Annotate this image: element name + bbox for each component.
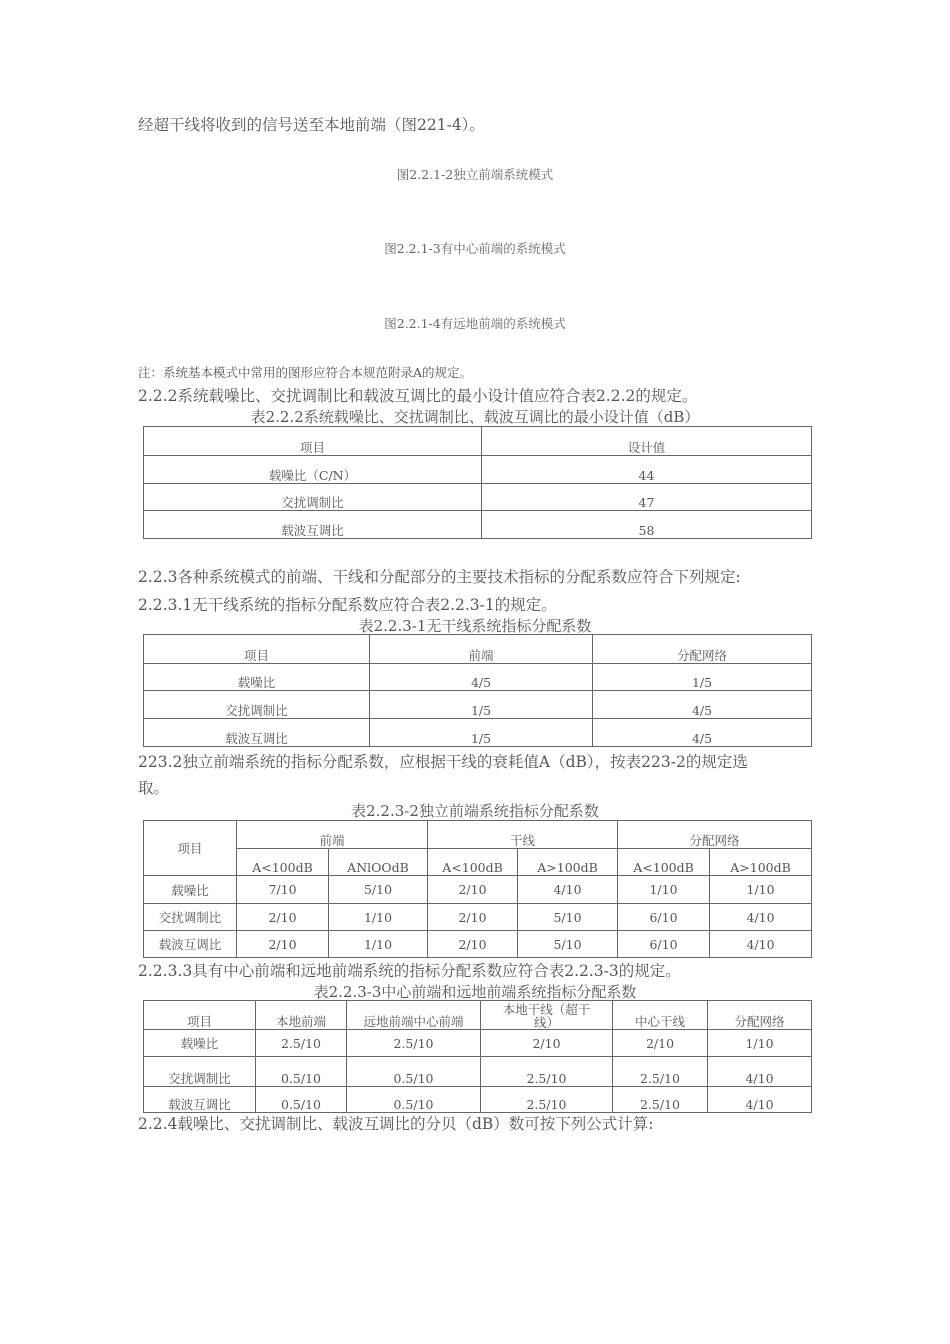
table-header-row — [144, 821, 812, 849]
table-cell: 4/10 — [708, 1087, 812, 1113]
table-cell: 载噪比 — [144, 664, 370, 691]
table-cell: 4/5 — [593, 719, 812, 747]
table-header-cell: 分配网络 — [708, 1001, 812, 1030]
table4 — [143, 1000, 812, 1113]
table-header-cell: 本地干线（超干线） — [481, 1001, 613, 1030]
table3-caption: 表2.2.3-2独立前端系统指标分配系数 — [351, 802, 599, 820]
table4-caption: 表2.2.3-3中心前端和远地前端系统指标分配系数 — [313, 983, 637, 1001]
table-row — [144, 511, 812, 539]
table-subheader-row — [144, 849, 812, 876]
table-cell: 1/5 — [370, 691, 593, 719]
table-cell: 2/10 — [237, 931, 329, 958]
table-cell: 1/10 — [618, 876, 710, 904]
table-group-header: 干线 — [428, 821, 618, 849]
table-cell: 1/5 — [593, 664, 812, 691]
table-cell: 1/5 — [370, 719, 593, 747]
section-2-2-3-2-cont: 取。 — [138, 779, 170, 797]
figure-caption-2: 图2.2.1-3有中心前端的系统模式 — [384, 241, 566, 256]
table-header-cell: 项目 — [144, 821, 237, 876]
table-cell: 2.5/10 — [256, 1030, 347, 1057]
table3 — [143, 820, 812, 958]
table-cell: 载噪比（C/N） — [144, 456, 482, 484]
table-cell: 6/10 — [618, 931, 710, 958]
table-cell: 1/10 — [710, 876, 812, 904]
table-cell: 4/5 — [370, 664, 593, 691]
table-cell: 2.5/10 — [481, 1087, 613, 1113]
section-2-2-4: 2.2.4载噪比、交扰调制比、载波互调比的分贝（dB）数可按下列公式计算: — [138, 1115, 654, 1133]
table-group-header: 分配网络 — [618, 821, 812, 849]
table2 — [143, 634, 812, 747]
table-cell: 载噪比 — [144, 876, 237, 904]
table-cell: 4/5 — [593, 691, 812, 719]
table-cell: 1/10 — [708, 1030, 812, 1057]
table-row — [144, 456, 812, 484]
table-row — [144, 664, 812, 691]
table-cell: 58 — [482, 511, 812, 539]
table-cell: 2/10 — [428, 904, 518, 931]
table-cell: 2.5/10 — [613, 1057, 708, 1087]
table-cell: 0.5/10 — [256, 1057, 347, 1087]
table-row — [144, 1057, 812, 1087]
table-cell: 交扰调制比 — [144, 1057, 256, 1087]
table-cell: 2/10 — [481, 1030, 613, 1057]
table-cell: 4/10 — [518, 876, 618, 904]
table-header-cell: 项目 — [144, 1001, 256, 1030]
table-cell: 交扰调制比 — [144, 904, 237, 931]
table-cell: 2/10 — [428, 876, 518, 904]
table-header-cell: 项目 — [144, 635, 370, 664]
table-header-cell: 项目 — [144, 427, 482, 456]
section-2-2-3: 2.2.3各种系统模式的前端、干线和分配部分的主要技术指标的分配系数应符合下列规定: — [138, 568, 741, 586]
table-cell: 5/10 — [329, 876, 428, 904]
figure-caption-3: 图2.2.1-4有远地前端的系统模式 — [384, 316, 566, 331]
table-row — [144, 931, 812, 958]
table-cell: 2.5/10 — [613, 1087, 708, 1113]
table-subheader-cell: A>100dB — [518, 849, 618, 876]
table-cell: 0.5/10 — [347, 1087, 481, 1113]
table-cell: 2/10 — [613, 1030, 708, 1057]
table-subheader-cell: A<100dB — [618, 849, 710, 876]
table-cell: 载波互调比 — [144, 511, 482, 539]
table1 — [143, 426, 812, 539]
table-header-cell: 远地前端中心前端 — [347, 1001, 481, 1030]
table-cell: 1/10 — [329, 904, 428, 931]
table-cell: 47 — [482, 484, 812, 511]
table-header-cell: 中心干线 — [613, 1001, 708, 1030]
table-header-row — [144, 427, 812, 456]
table-header-row — [144, 635, 812, 664]
table-row — [144, 484, 812, 511]
table-cell: 交扰调制比 — [144, 484, 482, 511]
table-row — [144, 876, 812, 904]
table-cell: 载波互调比 — [144, 719, 370, 747]
table2-caption: 表2.2.3-1无干线系统指标分配系数 — [358, 617, 592, 635]
table-cell: 载波互调比 — [144, 1087, 256, 1113]
table-row — [144, 691, 812, 719]
table-header-cell: 分配网络 — [593, 635, 812, 664]
table-group-header: 前端 — [237, 821, 428, 849]
table-subheader-cell: A>100dB — [710, 849, 812, 876]
table-cell: 4/10 — [710, 931, 812, 958]
table-cell: 载波互调比 — [144, 931, 237, 958]
table-header-cell: 设计值 — [482, 427, 812, 456]
table-header-cell: 本地前端 — [256, 1001, 347, 1030]
table-header-row — [144, 1001, 812, 1030]
figure-caption-1: 图2.2.1-2独立前端系统模式 — [396, 167, 554, 182]
section-2-2-3-3: 2.2.3.3具有中心前端和远地前端系统的指标分配系数应符合表2.2.3-3的规定。 — [138, 962, 681, 980]
table-cell: 2.5/10 — [347, 1030, 481, 1057]
table-cell: 0.5/10 — [347, 1057, 481, 1087]
table-subheader-cell: ANlOOdB — [329, 849, 428, 876]
table-cell: 2/10 — [428, 931, 518, 958]
table-cell: 7/10 — [237, 876, 329, 904]
table-cell: 5/10 — [518, 904, 618, 931]
table-header-cell: 前端 — [370, 635, 593, 664]
table-cell: 5/10 — [518, 931, 618, 958]
table-cell: 6/10 — [618, 904, 710, 931]
table-cell: 1/10 — [329, 931, 428, 958]
table-subheader-cell: A<100dB — [237, 849, 329, 876]
table-row — [144, 1030, 812, 1057]
section-2-2-3-1: 2.2.3.1无干线系统的指标分配系数应符合表2.2.3-1的规定。 — [138, 596, 557, 614]
table-cell: 2.5/10 — [481, 1057, 613, 1087]
table-cell: 2/10 — [237, 904, 329, 931]
section-2-2-2: 2.2.2系统载噪比、交扰调制比和载波互调比的最小设计值应符合表2.2.2的规定。 — [138, 387, 698, 405]
table-cell: 4/10 — [710, 904, 812, 931]
intro-line: 经超干线将收到的信号送至本地前端（图221-4）。 — [138, 116, 485, 134]
note: 注：系统基本模式中常用的图形应符合本规范附录A的规定。 — [138, 365, 473, 380]
table1-caption: 表2.2.2系统载噪比、交扰调制比、载波互调比的最小设计值（dB） — [250, 408, 700, 426]
table-row — [144, 904, 812, 931]
table-cell: 载噪比 — [144, 1030, 256, 1057]
table-row — [144, 1087, 812, 1113]
table-row — [144, 719, 812, 747]
table-cell: 4/10 — [708, 1057, 812, 1087]
table-cell: 交扰调制比 — [144, 691, 370, 719]
table-cell: 44 — [482, 456, 812, 484]
table-subheader-cell: A<100dB — [428, 849, 518, 876]
section-2-2-3-2: 223.2独立前端系统的指标分配系数，应根据干线的衰耗值A（dB），按表223-2的规定选 — [138, 753, 748, 771]
table-cell: 0.5/10 — [256, 1087, 347, 1113]
